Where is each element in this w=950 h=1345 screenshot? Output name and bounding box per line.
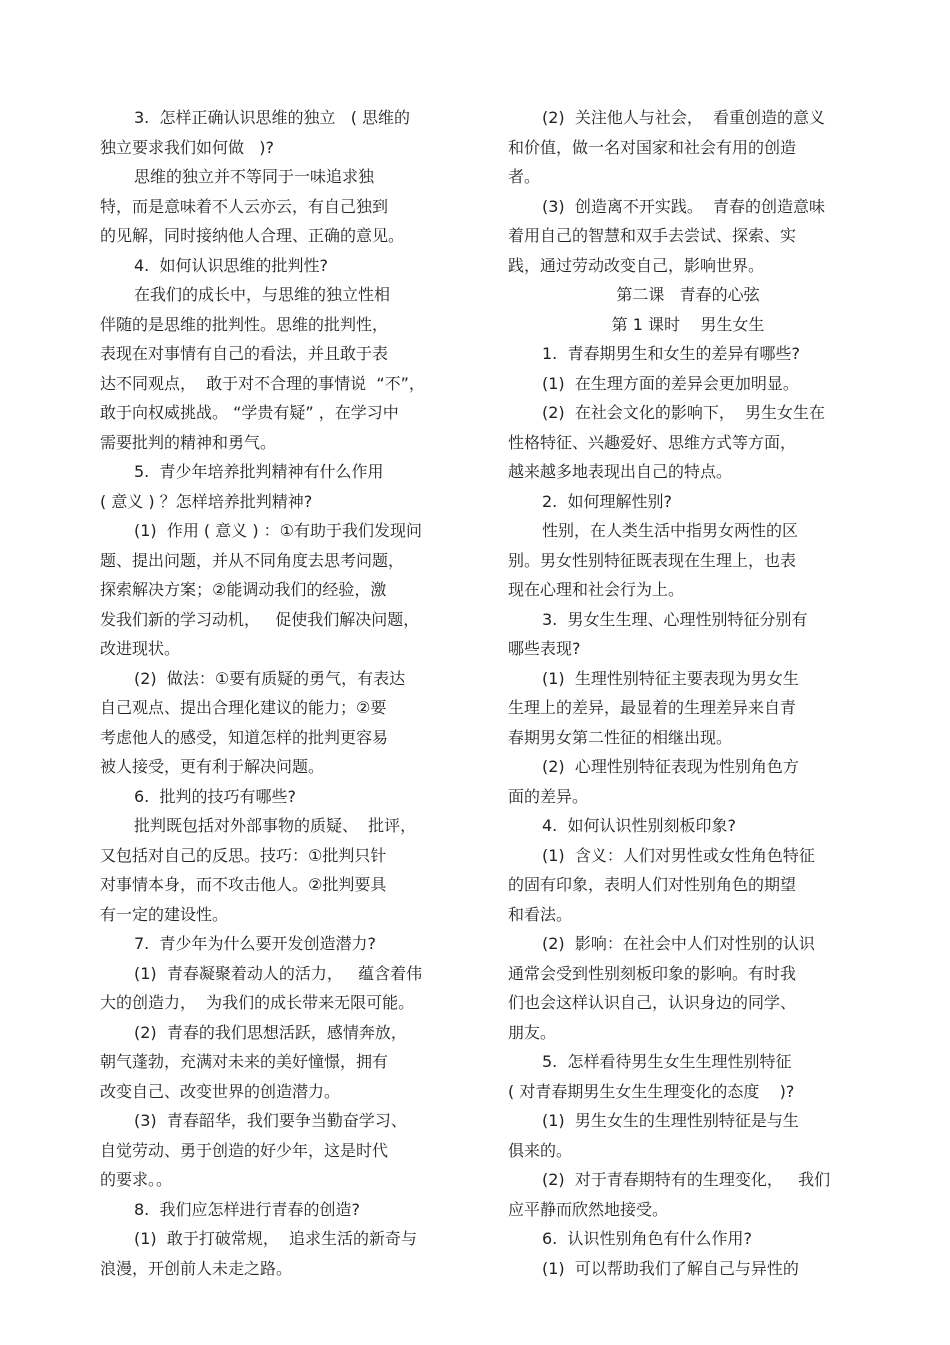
text-line: 2. 如何理解性别? <box>542 491 672 511</box>
section-heading: 第二课 青春的心弦 <box>616 285 760 304</box>
text-line: 1. 青春期男生和女生的差异有哪些? <box>542 344 800 363</box>
text-line: 自觉劳动、勇于创造的好少年，这是时代 <box>100 1140 389 1160</box>
text-line: ( 对青春期男生女生生理变化的态度 )? <box>508 1081 795 1101</box>
text-line: ( 意义 ) ？怎样培养批判精神? <box>100 491 313 511</box>
text-line: 3. 男女生生理、心理性别特征分别有 <box>542 609 808 629</box>
text-line: 达不同观点， 敢于对不合理的事情说 “不”， <box>100 373 425 393</box>
text-line: (1) 在生理方面的差异会更加明显。 <box>542 373 799 393</box>
text-line: 着用自己的智慧和双手去尝试、探索、实 <box>508 226 797 245</box>
text-line: (1) 敢于打破常规， 追求生活的新奇与 <box>134 1229 418 1248</box>
text-line: 俱来的。 <box>508 1140 573 1160</box>
text-line: (2) 心理性别特征表现为性别角色方 <box>542 757 799 776</box>
text-line: 改变自己、改变世界的创造潜力。 <box>100 1081 341 1101</box>
text-line: 自己观点、提出合理化建议的能力；②要 <box>100 698 387 717</box>
text-line: 性别，在人类生活中指男女两性的区 <box>542 521 799 540</box>
text-line: 改进现状。 <box>100 639 181 658</box>
text-line: (1) 青春凝聚着动人的活力， 蕴含着伟 <box>134 963 423 983</box>
text-line: 性格特征、兴趣爱好、思维方式等方面， <box>508 432 797 452</box>
text-line: 哪些表现? <box>508 639 581 658</box>
text-line: 践，通过劳动改变自己，影响世界。 <box>508 255 765 275</box>
text-line: 特，而是意味着不人云亦云，有自己独到 <box>100 196 389 216</box>
text-line: 的固有印象，表明人们对性别角色的期望 <box>508 875 797 894</box>
section-heading: 第 1 课时 男生女生 <box>611 314 765 334</box>
text-line: 大的创造力， 为我们的成长带来无限可能。 <box>100 993 415 1012</box>
text-line: (2) 在社会文化的影响下， 男生女生在 <box>542 403 826 422</box>
text-line: 独立要求我们如何做 )? <box>100 137 274 157</box>
text-line: (2) 青春的我们思想活跃，感情奔放， <box>134 1022 407 1042</box>
text-line: 被人接受，更有利于解决问题。 <box>100 757 325 776</box>
text-line: 浪漫，开创前人未走之路。 <box>100 1258 293 1278</box>
text-line: 的见解，同时接纳他人合理、正确的意见。 <box>100 226 405 245</box>
text-line: 8. 我们应怎样进行青春的创造? <box>134 1199 360 1219</box>
text-line: 表现在对事情有自己的看法，并且敢于表 <box>100 344 389 363</box>
text-line: 朝气蓬勃，充满对未来的美好憧憬，拥有 <box>100 1052 389 1071</box>
text-line: 5. 怎样看待男生女生生理性别特征 <box>542 1052 792 1071</box>
text-line: 通常会受到性别刻板印象的影响。有时我 <box>508 963 797 983</box>
text-line: 6. 批判的技巧有哪些? <box>134 786 296 806</box>
text-line: 应平静而欣然地接受。 <box>508 1199 669 1219</box>
text-line: (2) 影响：在社会中人们对性别的认识 <box>542 934 815 953</box>
text-line: 考虑他人的感受，知道怎样的批判更容易 <box>100 727 389 747</box>
text-line: (1) 作用 ( 意义 ) ：①有助于我们发现问 <box>134 521 423 540</box>
text-line: 伴随的是思维的批判性。思维的批判性， <box>100 314 389 334</box>
text-line: 对事情本身，而不攻击他人。②批判要具 <box>100 875 387 894</box>
text-line: 发我们新的学习动机， 促使我们解决问题， <box>100 609 420 629</box>
text-line: (1) 含义：人们对男性或女性角色特征 <box>542 845 815 865</box>
text-line: 3. 怎样正确认识思维的独立 ( 思维的 <box>134 108 411 127</box>
text-line: 5. 青少年培养批判精神有什么作用 <box>134 462 384 481</box>
text-line: 4. 如何认识性别刻板印象? <box>542 816 736 835</box>
text-line: 们也会这样认识自己，认识身边的同学、 <box>508 993 797 1012</box>
text-line: 题、提出问题，并从不同角度去思考问题， <box>100 550 405 570</box>
text-line: (1) 男生女生的生理性别特征是与生 <box>542 1111 799 1130</box>
text-line: 在我们的成长中，与思维的独立性相 <box>134 285 391 304</box>
text-line: (1) 可以帮助我们了解自己与异性的 <box>542 1258 799 1278</box>
text-line: 6. 认识性别角色有什么作用? <box>542 1229 752 1248</box>
text-line: 越来越多地表现出自己的特点。 <box>508 462 733 481</box>
text-line: (2) 关注他人与社会， 看重创造的意义 <box>542 108 826 127</box>
text-line: 春期男女第二性征的相继出现。 <box>508 727 733 747</box>
text-line: 4. 如何认识思维的批判性? <box>134 255 328 275</box>
text-line: 面的差异。 <box>508 786 589 806</box>
text-line: 7. 青少年为什么要开发创造潜力? <box>134 934 376 953</box>
text-line: 者。 <box>508 167 541 186</box>
text-line: 别。男女性别特征既表现在生理上，也表 <box>508 550 797 570</box>
text-line: 思维的独立并不等同于一味追求独 <box>134 167 375 186</box>
text-line: 的要求。。 <box>100 1170 173 1189</box>
text-line: (2) 对于青春期特有的生理变化， 我们 <box>542 1170 831 1189</box>
text-line: (1) 生理性别特征主要表现为男女生 <box>542 668 799 688</box>
text-line: (2) 做法：①要有质疑的勇气，有表达 <box>134 668 406 688</box>
text-line: 朋友。 <box>508 1022 557 1042</box>
left-column <box>100 103 460 1283</box>
text-line: 和价值，做一名对国家和社会有用的创造 <box>508 137 797 157</box>
text-line: 有一定的建设性。 <box>100 904 229 924</box>
text-line: 批判既包括对外部事物的质疑、 批评， <box>134 816 417 835</box>
text-line: 和看法。 <box>508 904 573 924</box>
text-line: 又包括对自己的反思。技巧：①批判只针 <box>100 845 387 865</box>
right-column <box>508 103 868 1283</box>
text-line: 现在心理和社会行为上。 <box>508 580 685 599</box>
text-line: (3) 创造离不开实践。 青春的创造意味 <box>542 196 826 216</box>
text-line: 生理上的差异，最显着的生理差异来自青 <box>508 698 797 717</box>
text-line: (3) 青春韶华，我们要争当勤奋学习、 <box>134 1111 407 1130</box>
text-line: 探索解决方案；②能调动我们的经验，激 <box>100 580 387 599</box>
text-line: 需要批判的精神和勇气。 <box>100 432 277 452</box>
text-line: 敢于向权威挑战。 “学贵有疑” ，在学习中 <box>100 403 399 422</box>
